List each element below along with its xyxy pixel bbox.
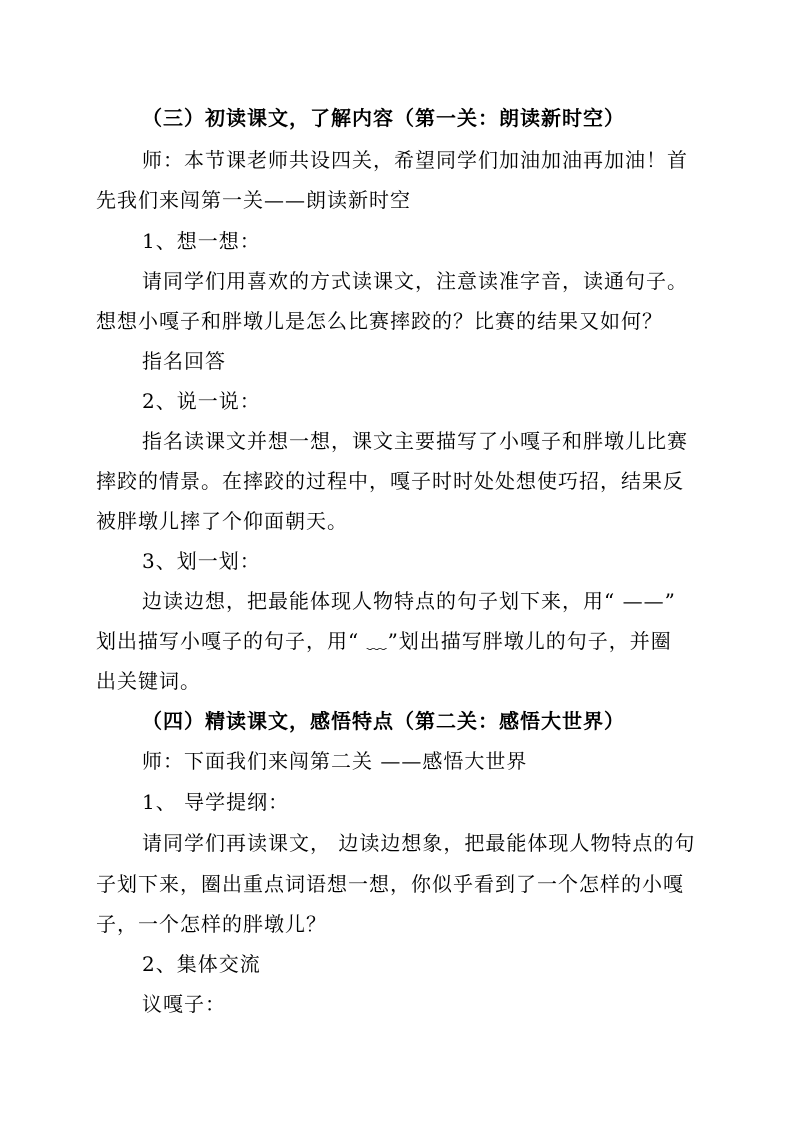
- paragraph-line: 指名读课文并想一想，课文主要描写了小嘎子和胖墩儿比赛: [142, 429, 688, 453]
- paragraph-line: 边读边想，把最能体现人物特点的句子划下来，用“ ——”: [142, 589, 676, 613]
- list-item-label: 1、想一想：: [142, 229, 261, 253]
- list-item-label: 2、说一说：: [142, 389, 261, 413]
- paragraph-line: 先我们来闯第一关——朗读新时空: [96, 188, 411, 212]
- paragraph-line: 请同学们用喜欢的方式读课文，注意读准字音，读通句子。: [142, 269, 688, 293]
- paragraph-line: 请同学们再读课文， 边读边想象，把最能体现人物特点的句: [142, 831, 696, 855]
- paragraph-line: 子，一个怎样的胖墩儿？: [96, 912, 327, 936]
- section-heading-4: （四）精读课文，感悟特点（第二关：感悟大世界）: [142, 709, 625, 733]
- paragraph-line: 想想小嘎子和胖墩儿是怎么比赛摔跤的？比赛的结果又如何？: [96, 309, 663, 333]
- paragraph-line: 被胖墩儿摔了个仰面朝天。: [96, 509, 348, 533]
- paragraph-line: 指名回答: [142, 349, 226, 373]
- paragraph-line: 出关键词。: [96, 669, 201, 693]
- paragraph-line: 师：本节课老师共设四关，希望同学们加油加油再加油！首: [142, 148, 688, 172]
- section-heading-3: （三）初读课文，了解内容（第一关：朗读新时空）: [142, 106, 625, 130]
- list-item-label: 3、划一划：: [142, 549, 261, 573]
- paragraph-line: 师：下面我们来闯第二关 ——感悟大世界: [142, 749, 528, 773]
- paragraph-line: 划出描写小嘎子的句子，用“ ﹏”划出描写胖墩儿的句子，并圈: [96, 629, 672, 653]
- list-item-label: 2、集体交流: [142, 952, 261, 976]
- paragraph-line: 摔跤的情景。在摔跤的过程中，嘎子时时处处想使巧招，结果反: [96, 469, 684, 493]
- paragraph-line: 议嘎子：: [142, 992, 226, 1016]
- paragraph-line: 子划下来，圈出重点词语想一想，你似乎看到了一个怎样的小嘎: [96, 872, 684, 896]
- list-item-label: 1、 导学提纲：: [142, 790, 290, 814]
